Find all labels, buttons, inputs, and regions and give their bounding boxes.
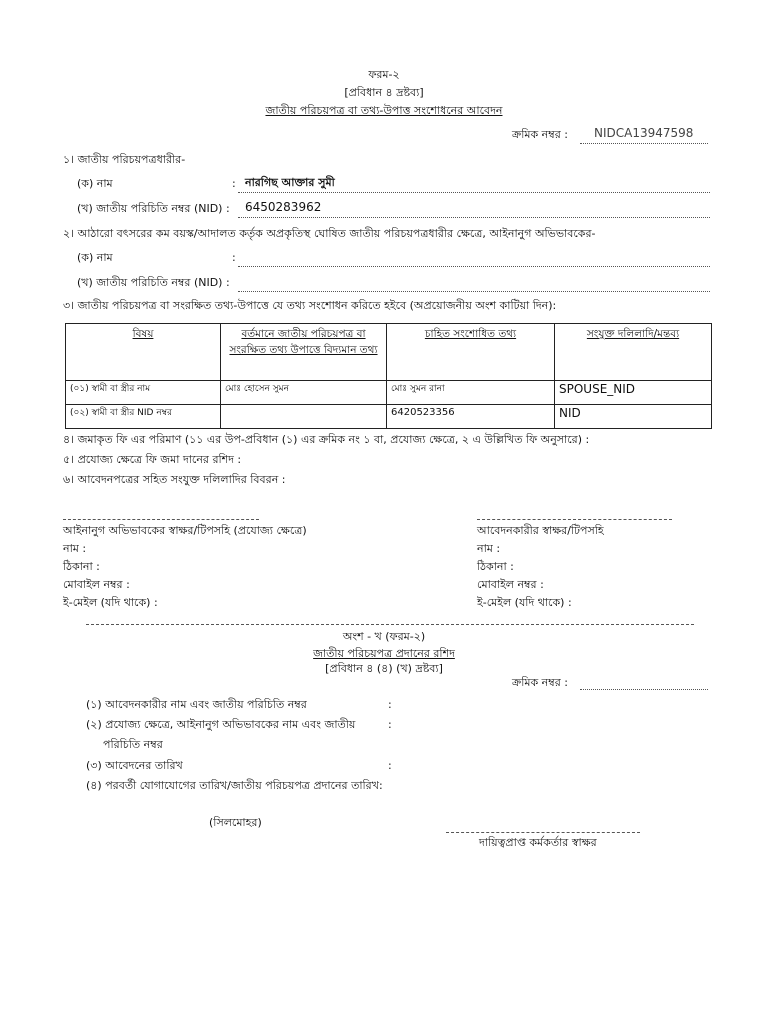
serial-label: ক্রমিক নম্বর : — [512, 128, 568, 141]
row-corrected[interactable]: মোঃ সুমন রানা — [387, 381, 555, 405]
serial-line — [580, 143, 708, 144]
guardian-mobile-field: মোবাইল নম্বর : — [63, 578, 130, 591]
holder-nid-value[interactable]: 6450283962 — [245, 200, 322, 214]
row-attachment[interactable]: SPOUSE_NID — [555, 381, 712, 405]
receipt-serial-line[interactable] — [580, 689, 708, 690]
table-header-row — [66, 324, 712, 381]
holder-name-label: (ক) নাম — [77, 177, 113, 190]
holder-name-value[interactable]: নারগিছ আক্তার সুমী — [245, 176, 335, 189]
receipt-item-3-colon: : — [388, 759, 392, 772]
section1-heading: ১। জাতীয় পরিচয়পত্রধারীর- — [63, 153, 186, 166]
receipt-item-4: (৪) পরবর্তী যোগাযোগের তারিখ/জাতীয় পরিচয়পত্র প্রদানের তারিখ: — [86, 779, 383, 792]
row-attachment[interactable]: NID — [555, 405, 712, 429]
column-header: চাহিত সংশোধিত তথ্য — [387, 324, 555, 381]
guardian-name-line[interactable] — [238, 266, 710, 267]
receipt-item-3: (৩) আবেদনের তারিখ — [86, 759, 183, 772]
applicant-signature-title: আবেদনকারীর স্বাক্ষর/টিপসহি — [477, 524, 604, 537]
row-current[interactable] — [221, 405, 387, 429]
receipt-serial-label: ক্রমিক নম্বর : — [512, 676, 568, 689]
correction-table — [65, 323, 712, 429]
holder-nid-label: (খ) জাতীয় পরিচিতি নম্বর (NID) : — [77, 202, 230, 215]
guardian-signature-title: আইনানুগ অভিভাবকের স্বাক্ষর/টিপসহি (প্রযোজ্য ক্ষেত্রে) — [63, 524, 307, 537]
receipt-item-1-colon: : — [388, 698, 392, 711]
holder-nid-line — [238, 217, 710, 218]
table-row — [66, 405, 712, 429]
row-corrected[interactable]: 6420523356 — [387, 405, 555, 429]
section4-fee: ৪। জমাকৃত ফি এর পরিমাণ (১১ এর উপ-প্রবিধান (১) এর ক্রমিক নং ১ বা, প্রযোজ্য ক্ষেত্রে, ২ এ উল্লিখিত ফি অনুসারে) : — [63, 433, 590, 446]
holder-name-line — [238, 192, 710, 193]
receipt-item-2: (২) প্রযোজ্য ক্ষেত্রে, আইনানুগ অভিভাবকের নাম এবং জাতীয় — [86, 718, 356, 731]
officer-signature-line[interactable] — [446, 832, 640, 833]
cut-line — [86, 624, 694, 625]
section3-heading: ৩। জাতীয় পরিচয়পত্র বা সংরক্ষিত তথ্য-উপাত্তে যে তথ্য সংশোধন করিতে হইবে (অপ্রয়োজনীয় অংশ কাটিয়া দিন): — [63, 299, 557, 312]
holder-name-colon: : — [232, 177, 236, 190]
form-title: জাতীয় পরিচয়পত্র বা তথ্য-উপাত্ত সংশোধনের আবেদন — [265, 104, 503, 117]
guardian-signature-line[interactable] — [63, 519, 259, 520]
applicant-signature-line[interactable] — [477, 519, 672, 520]
row-current[interactable]: মোঃ হোসেন সুমন — [221, 381, 387, 405]
applicant-mobile-field: মোবাইল নম্বর : — [477, 578, 544, 591]
serial-value: NIDCA13947598 — [594, 126, 694, 140]
section6-attachments: ৬। আবেদনপত্রের সহিত সংযুক্ত দলিলাদির বিবরন : — [63, 473, 286, 486]
receipt-part: অংশ - খ (ফরম-২) — [342, 630, 426, 643]
applicant-address-field: ঠিকানা : — [477, 560, 514, 573]
rule-reference: [প্রবিধান ৪ দ্রষ্টব্য] — [344, 86, 424, 99]
form-number: ফরম-২ — [368, 68, 400, 81]
section2-heading: ২। আঠারো বৎসরের কম বয়স্ক/আদালত কর্তৃক অপ্রকৃতিস্থ ঘোষিত জাতীয় পরিচয়পত্রধারীর ক্ষেত্রে, আইনানুগ অভিভাবকের- — [63, 227, 596, 240]
applicant-name-field: নাম : — [477, 542, 501, 555]
row-subject: (০১) স্বামী বা স্ত্রীর নাম — [66, 381, 221, 405]
section5-receipt: ৫। প্রযোজ্য ক্ষেত্রে ফি জমা দানের রশিদ : — [63, 453, 242, 466]
guardian-name-field: নাম : — [63, 542, 87, 555]
guardian-address-field: ঠিকানা : — [63, 560, 100, 573]
guardian-name-colon: : — [232, 251, 236, 264]
column-header: বর্তমানে জাতীয় পরিচয়পত্র বা সংরক্ষিত তথ্য উপাত্তে বিদ্যমান তথ্য — [221, 324, 387, 381]
receipt-rule-reference: [প্রবিধান ৪ (৪) (খ) দ্রষ্টব্য] — [325, 662, 443, 675]
table-row — [66, 381, 712, 405]
guardian-nid-line[interactable] — [238, 291, 710, 292]
seal-label: (সিলমোহর) — [209, 816, 262, 829]
receipt-item-2-colon: : — [388, 718, 392, 731]
guardian-email-field: ই-মেইল (যদি থাকে) : — [63, 596, 158, 609]
column-header: সংযুক্ত দলিলাদি/মন্তব্য — [555, 324, 712, 381]
row-subject: (০২) স্বামী বা স্ত্রীর NID নম্বর — [66, 405, 221, 429]
column-header: বিষয় — [66, 324, 221, 381]
officer-signature-label: দায়িত্বপ্রাপ্ত কর্মকর্তার স্বাক্ষর — [479, 836, 597, 849]
guardian-nid-label: (খ) জাতীয় পরিচিতি নম্বর (NID) : — [77, 276, 230, 289]
applicant-email-field: ই-মেইল (যদি থাকে) : — [477, 596, 572, 609]
guardian-name-label: (ক) নাম — [77, 251, 113, 264]
receipt-item-1: (১) আবেদনকারীর নাম এবং জাতীয় পরিচিতি নম্বর — [86, 698, 307, 711]
receipt-title: জাতীয় পরিচয়পত্র প্রদানের রশিদ — [313, 647, 455, 660]
receipt-item-2-cont: পরিচিতি নম্বর — [103, 738, 163, 751]
